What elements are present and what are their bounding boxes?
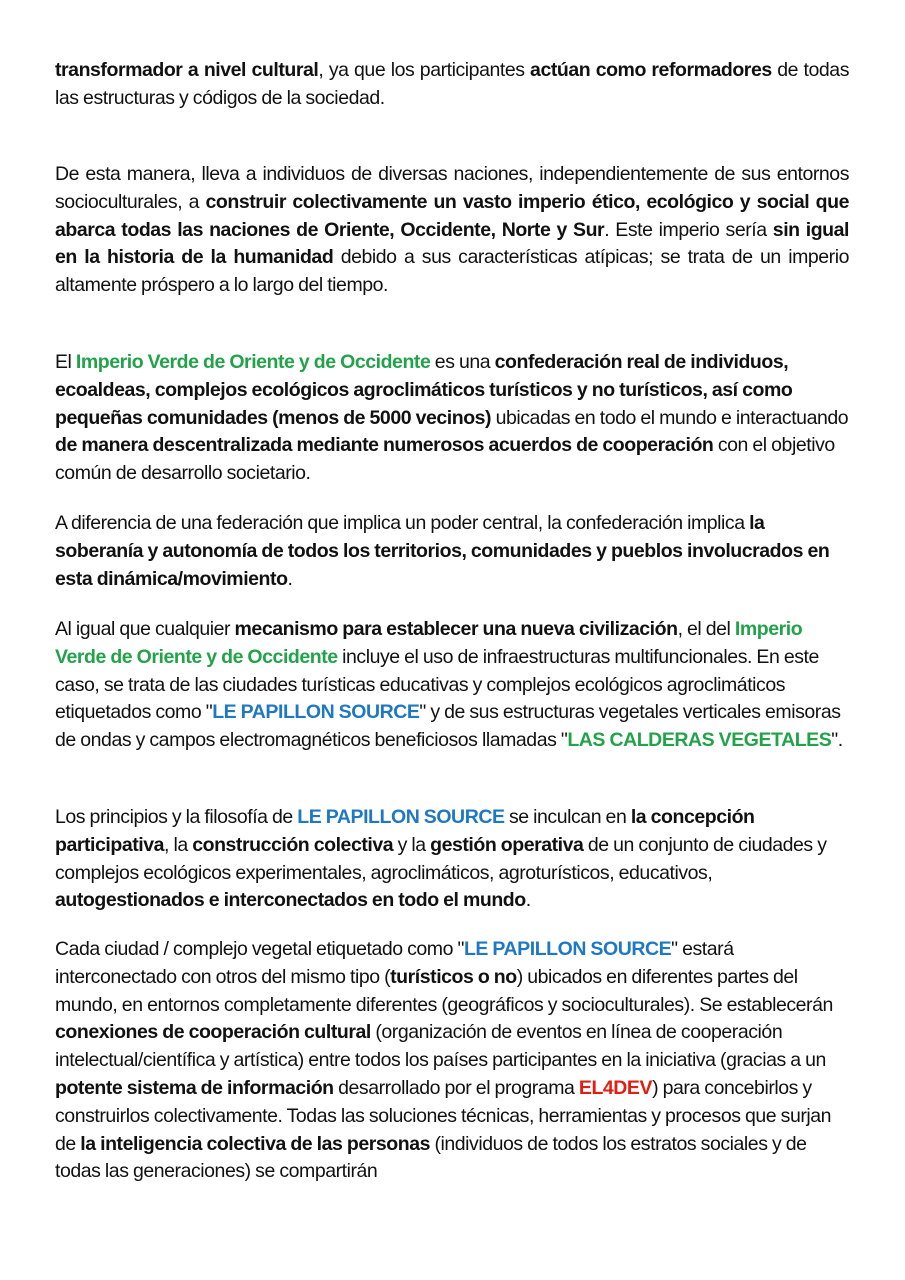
blue-highlight: LE PAPILLON SOURCE (297, 806, 505, 828)
text-run: , la (164, 833, 193, 856)
text-run: y la (393, 833, 431, 856)
bold-text: transformador a nivel cultural (55, 59, 319, 81)
text-run: (individuos de todos los estratos sociales y de todas las generaciones) se compartirán (55, 1132, 807, 1183)
text-run: . (525, 889, 531, 912)
paragraph (55, 57, 849, 113)
bold-text: turísticos o no (390, 965, 517, 988)
blue-highlight: LE PAPILLON SOURCE (463, 938, 672, 960)
text-run: de un conjunto de ciudades y complejos ecológicos experimentales, agroclimáticos, agroturísticos, educativos, (55, 833, 827, 884)
text-run: , el del (677, 618, 735, 640)
bold-text: confederación real de individuos, ecoaldeas, complejos ecológicos agroclimáticos turísticos y no turísticos, así como pequeñas comunidades (menos de 5000 vecinos) (55, 351, 793, 429)
text-run: es una (430, 351, 495, 373)
text-run: ) ubicados en diferentes partes del mundo, en entornos completamente diferentes (geográficos y socioculturales). Se establecerán (55, 965, 833, 1016)
paragraph (55, 161, 849, 300)
text-run: incluye el uso de infraestructuras multifuncionales. En este caso, se trata de las ciudades turísticas educativas y complejos ecológicos agroclimáticos etiquetados como " (55, 645, 819, 724)
text-run: ubicadas en todo el mundo e interactuando (491, 406, 849, 429)
bold-text: mecanismo para establecer una nueva civilización (234, 618, 678, 640)
text-run: debido a sus características atípicas; se trata de un imperio altamente próspero a lo largo del tiempo. (55, 246, 849, 297)
paragraph (55, 616, 849, 755)
text-run: (organización de eventos en línea de cooperación intelectual/científica y artística) entre todos los países participantes en la iniciativa (gracias a un (55, 1021, 826, 1072)
text-run: con el objetivo común de desarrollo societario. (55, 434, 835, 485)
bold-text: gestión operativa (430, 833, 584, 856)
green-highlight: LAS CALDERAS VEGETALES (567, 729, 832, 752)
bold-text: la inteligencia colectiva de las personas (80, 1132, 430, 1155)
bold-text: de manera descentralizada mediante numerosos acuerdos de cooperación (55, 434, 714, 457)
text-run: Los principios y la filosofía de (55, 806, 298, 828)
text-run: ". (831, 729, 843, 752)
text-run: Al igual que cualquier (55, 618, 235, 640)
green-highlight: Imperio Verde de Oriente y de Occidente (75, 351, 431, 373)
text-run: Cada ciudad / complejo vegetal etiquetado como " (55, 938, 464, 960)
bold-text: potente sistema de información (55, 1076, 334, 1099)
red-highlight: EL4DEV (578, 1076, 653, 1099)
bold-text: conexiones de cooperación cultural (55, 1021, 371, 1044)
text-run: A diferencia de una federación que implica un poder central, la confederación implica (55, 512, 750, 534)
green-highlight: Imperio Verde de Oriente y de Occidente (55, 618, 803, 668)
bold-text: actúan como reformadores (530, 59, 772, 81)
text-run: El (55, 351, 76, 373)
paragraph (55, 804, 849, 915)
text-run: . (287, 567, 293, 590)
bold-text: construcción colectiva (192, 833, 394, 856)
bold-text: sin igual en la historia de la humanidad (55, 218, 850, 269)
text-run: " estará interconectado con otros del mismo tipo ( (55, 938, 734, 988)
text-run: , ya que los participantes (318, 59, 531, 81)
text-run: " y de sus estructuras vegetales verticales emisoras de ondas y campos electromagnéticos beneficiosos llamadas " (55, 701, 841, 752)
bold-text: la concepción participativa (55, 806, 755, 856)
blue-highlight: LE PAPILLON SOURCE (212, 701, 420, 724)
text-run: De esta manera, lleva a individuos de diversas naciones, independientemente de sus entornos socioculturales, a (55, 163, 849, 213)
paragraph (55, 510, 849, 593)
paragraph (55, 349, 849, 488)
bold-text: construir colectivamente un vasto imperio ético, ecológico y social que abarca todas las naciones de Oriente, Occidente, Norte y Sur (55, 190, 850, 241)
text-run: desarrollado por el programa (333, 1076, 579, 1099)
text-run: ) para concebirlos y construirlos colectivamente. Todas las soluciones técnicas, herramientas y procesos que surjan de (55, 1076, 832, 1155)
bold-text: autogestionados e interconectados en todo el mundo (55, 889, 526, 912)
text-run: . Este imperio sería (604, 218, 773, 241)
text-run: se inculcan en (504, 806, 631, 828)
paragraph (55, 936, 849, 1186)
text-run: de todas las estructuras y códigos de la sociedad. (55, 59, 849, 109)
bold-text: la soberanía y autonomía de todos los territorios, comunidades y pueblos involucrados en esta dinámica/movimiento (55, 512, 830, 590)
